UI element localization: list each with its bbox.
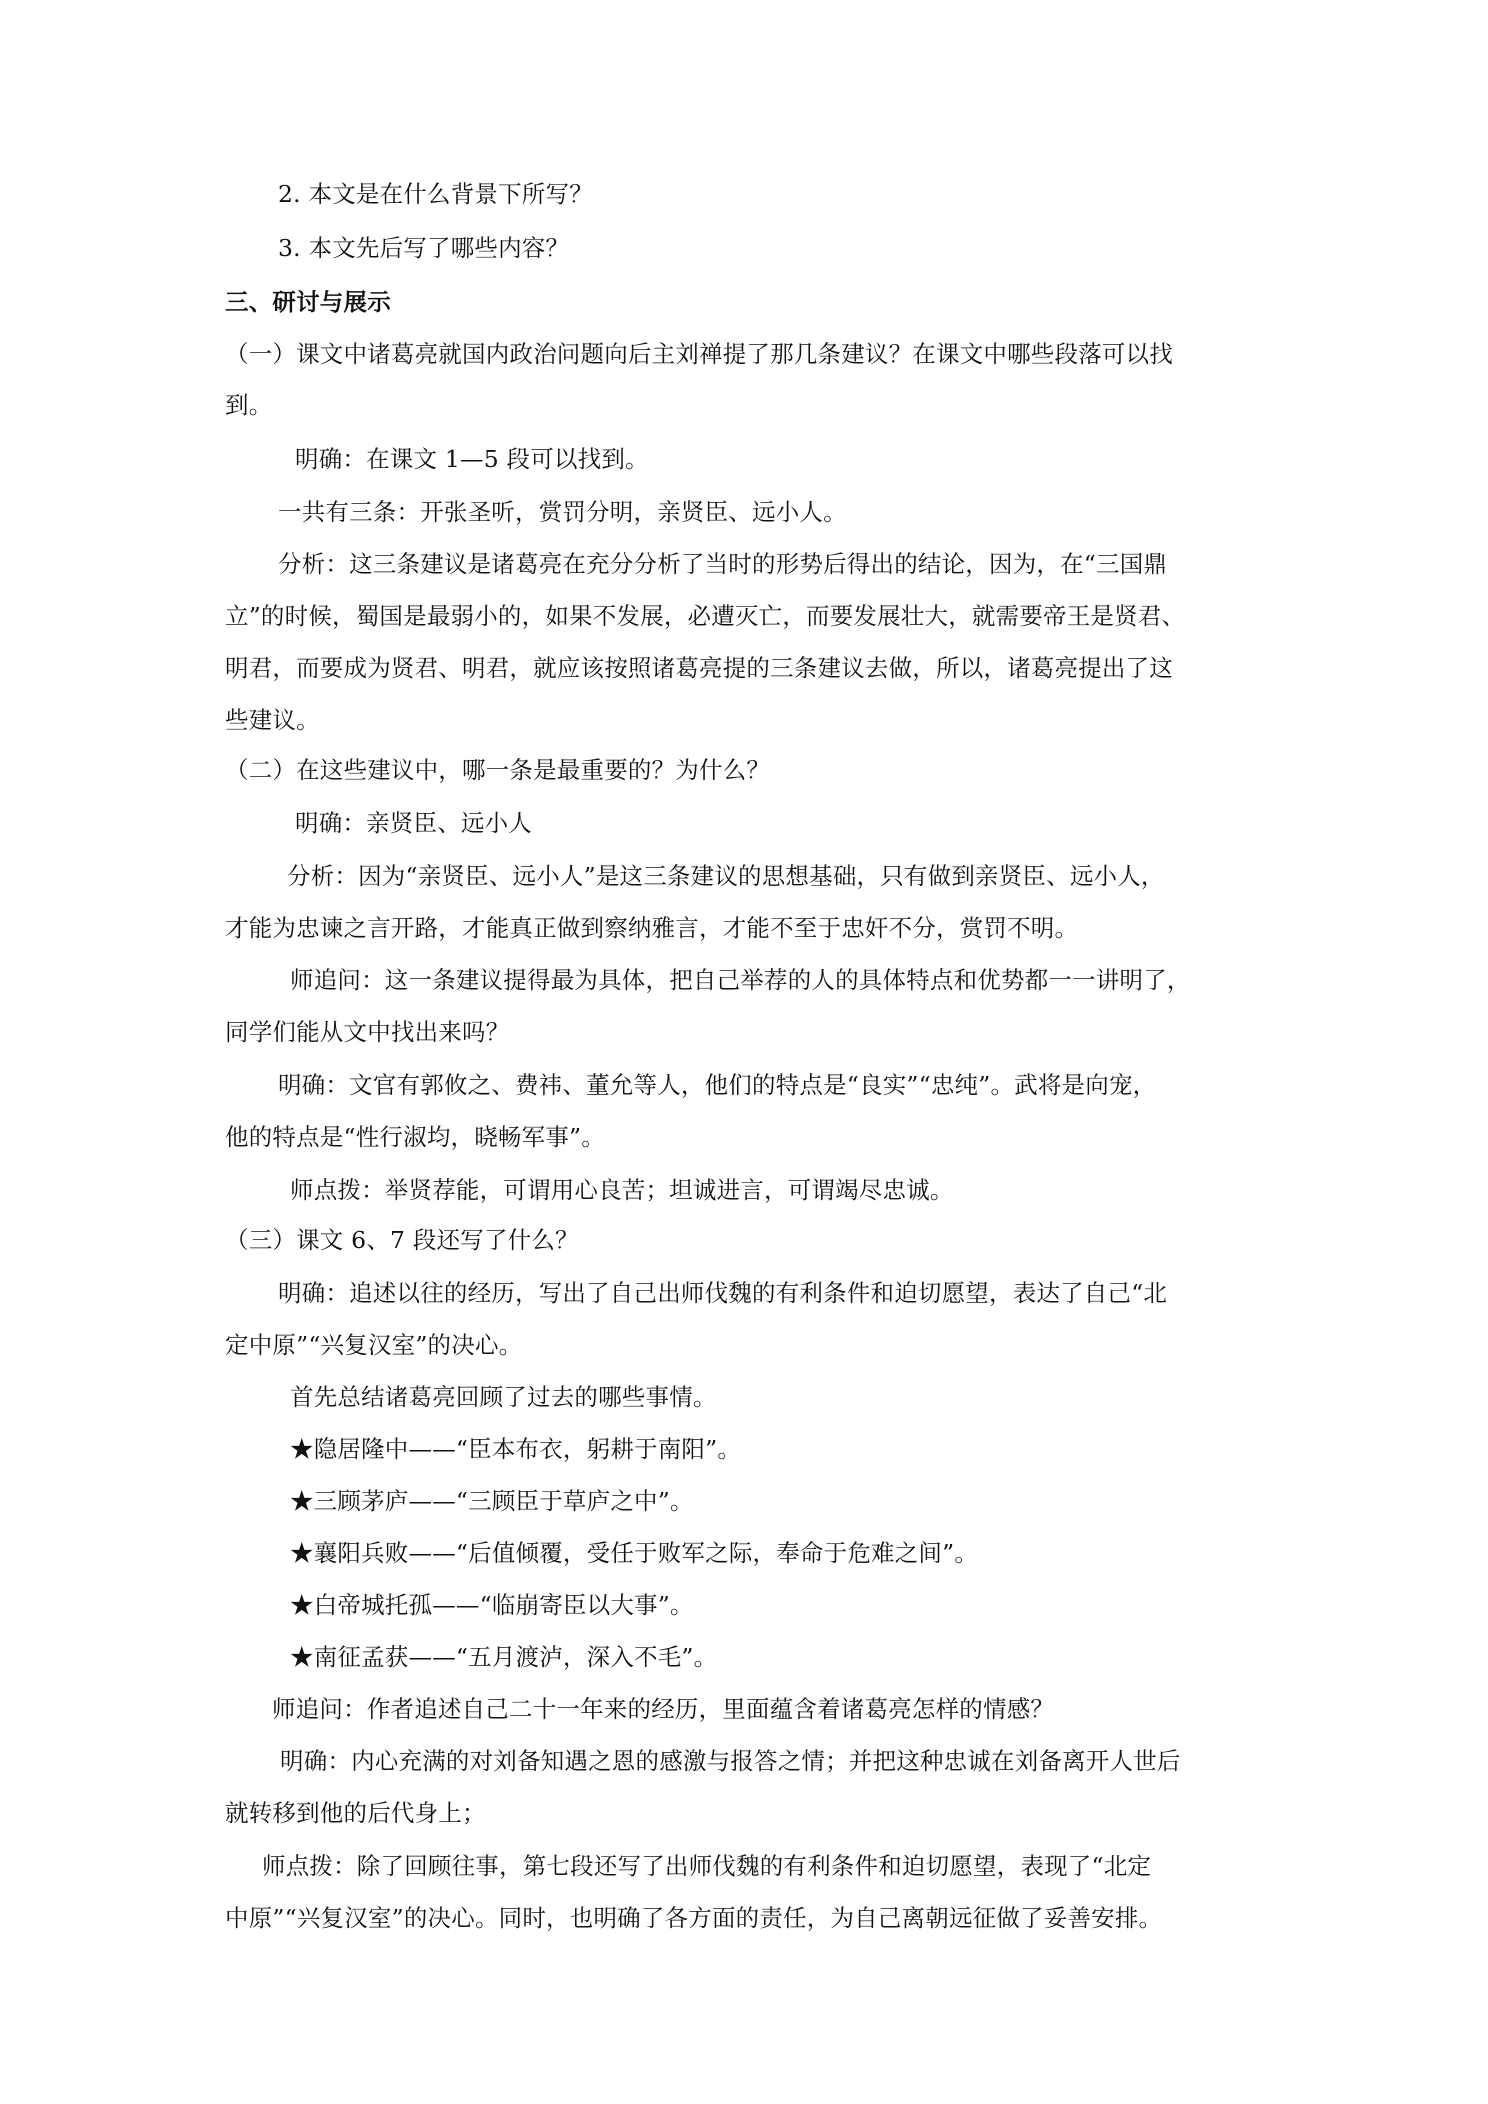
part3-guide-line1: 师点拨：除了回顾往事，第七段还写了出师伐魏的有利条件和迫切愿望，表现了“北定 (262, 1852, 1152, 1880)
part2-guide: 师点拨：举贤荐能，可谓用心良苦；坦诚进言，可谓竭尽忠诚。 (290, 1176, 954, 1204)
part1-question-line2: 到。 (225, 391, 273, 419)
question-2: 2. 本文是在什么背景下所写？ (278, 180, 593, 208)
part1-analysis-line4: 些建议。 (225, 706, 320, 734)
event-item: ★隐居隆中——“臣本布衣，躬耕于南阳”。 (290, 1435, 742, 1463)
part3-answer2-line1: 明确：内心充满的对刘备知遇之恩的感激与报答之情；并把这种忠诚在刘备离开人世后 (280, 1747, 1181, 1775)
part3-question: （三）课文 6、7 段还写了什么？ (225, 1226, 579, 1254)
part2-analysis-line1: 分析：因为“亲贤臣、远小人”是这三条建议的思想基础，只有做到亲贤臣、远小人， (287, 862, 1165, 890)
part1-three-items: 一共有三条：开张圣听，赏罚分明，亲贤臣、远小人。 (278, 498, 847, 526)
part2-answer2-line2: 他的特点是“性行淑均，晓畅军事”。 (225, 1123, 605, 1151)
part1-question-line1: （一）课文中诸葛亮就国内政治问题向后主刘禅提了那几条建议？在课文中哪些段落可以找 (225, 340, 1173, 368)
part3-answer-line2: 定中原”“兴复汉室”的决心。 (225, 1331, 523, 1359)
event-item: ★白帝城托孤——“临崩寄臣以大事”。 (290, 1591, 694, 1619)
event-item: ★三顾茅庐——“三顾臣于草庐之中”。 (290, 1487, 694, 1515)
part3-guide-line2: 中原”“兴复汉室”的决心。同时，也明确了各方面的责任，为自己离朝远征做了妥善安排。 (225, 1904, 1163, 1932)
part3-followup: 师追问：作者追述自己二十一年来的经历，里面蕴含着诸葛亮怎样的情感？ (272, 1695, 1055, 1723)
part2-question: （二）在这些建议中，哪一条是最重要的？为什么？ (225, 756, 771, 784)
part2-followup-line1: 师追问：这一条建议提得最为具体，把自己举荐的人的具体特点和优势都一一讲明了， (290, 966, 1191, 994)
question-3: 3. 本文先后写了哪些内容？ (278, 234, 570, 262)
part2-analysis-line2: 才能为忠谏之言开路，才能真正做到察纳雅言，才能不至于忠奸不分，赏罚不明。 (225, 914, 1079, 942)
part1-answer: 明确：在课文 1—5 段可以找到。 (295, 445, 649, 473)
event-item: ★襄阳兵败——“后值倾覆，受任于败军之际，奉命于危难之间”。 (290, 1539, 979, 1567)
part2-answer: 明确：亲贤臣、远小人 (295, 809, 532, 837)
part3-summary-intro: 首先总结诸葛亮回顾了过去的哪些事情。 (290, 1383, 717, 1411)
part1-analysis-line1: 分析：这三条建议是诸葛亮在充分分析了当时的形势后得出的结论，因为，在“三国鼎 (278, 550, 1168, 578)
part3-answer-line1: 明确：追述以往的经历，写出了自己出师伐魏的有利条件和迫切愿望，表达了自己“北 (278, 1279, 1168, 1307)
part1-analysis-line2: 立”的时候，蜀国是最弱小的，如果不发展，必遭灭亡，而要发展壮大，就需要帝王是贤君、 (225, 602, 1186, 630)
part2-answer2-line1: 明确：文官有郭攸之、费祎、董允等人，他们的特点是“良实”“忠纯”。武将是向宠， (278, 1071, 1157, 1099)
section-heading: 三、研讨与展示 (225, 288, 391, 316)
part2-followup-line2: 同学们能从文中找出来吗？ (225, 1018, 510, 1046)
part3-answer2-line2: 就转移到他的后代身上； (225, 1799, 486, 1827)
part1-analysis-line3: 明君，而要成为贤君、明君，就应该按照诸葛亮提的三条建议去做，所以，诸葛亮提出了这 (225, 654, 1173, 682)
event-item: ★南征孟获——“五月渡泸，深入不毛”。 (290, 1643, 718, 1671)
